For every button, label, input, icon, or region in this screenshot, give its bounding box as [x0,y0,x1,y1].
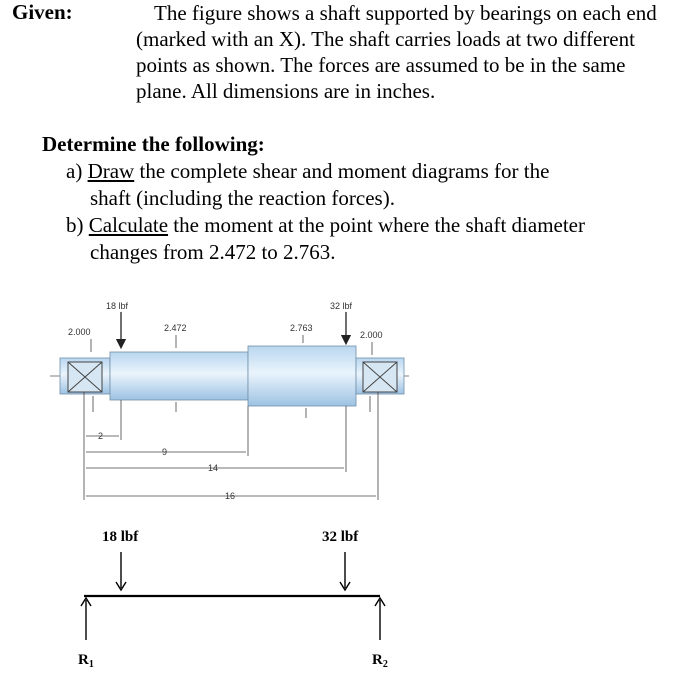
free-body-diagram [78,529,388,670]
shaft-segment-right [248,346,356,406]
dia-left-end-label: 2.000 [68,327,91,337]
given-label: Given: [12,0,73,24]
fbd-reaction-left-label [78,652,94,670]
task-a-verb: Draw [87,159,135,183]
fbd-reaction-left-subscript: 1 [88,659,94,670]
fbd-reaction-left-symbol: R [78,652,89,668]
determine-heading: Determine the following: [42,132,265,156]
task-b-verb: Calculate [88,213,169,237]
dia-middle-right-label: 2.763 [290,323,313,333]
task-b-continuation: changes from 2.472 to 2.763. [90,240,336,264]
shaft-segment-left [110,352,248,400]
shaft-drawing [50,301,412,501]
dim-label-9: 9 [162,447,168,457]
fbd-reaction-right-label [372,652,388,670]
fbd-reaction-right-symbol: R [372,652,383,668]
fbd-load-left-label: 18 lbf [102,529,139,545]
task-a-text: the complete shear and moment diagrams for the [134,159,550,183]
shaft-load-right-label: 32 lbf [330,301,353,311]
dia-right-end-label: 2.000 [360,330,383,340]
task-b-text: the moment at the point where the shaft diameter [168,213,585,237]
task-a-continuation: shaft (including the reaction forces). [90,186,395,210]
dim-label-16: 16 [225,491,236,501]
dia-middle-left-label: 2.472 [164,323,187,333]
fbd-reaction-right-subscript: 2 [382,659,388,670]
task-b-prefix: b) [66,213,89,237]
dim-label-2: 2 [98,431,104,441]
dim-label-14: 14 [208,463,219,473]
fbd-load-right-label: 32 lbf [322,529,359,545]
task-a-prefix: a) [66,159,88,183]
given-text: The figure shows a shaft supported by bearings on each end (marked with an X). The shaft carries loads at two different points as shown. The forces are assumed to be in the same plane. All dimensions are in inches. [136,1,657,103]
shaft-load-left-label: 18 lbf [106,301,129,311]
